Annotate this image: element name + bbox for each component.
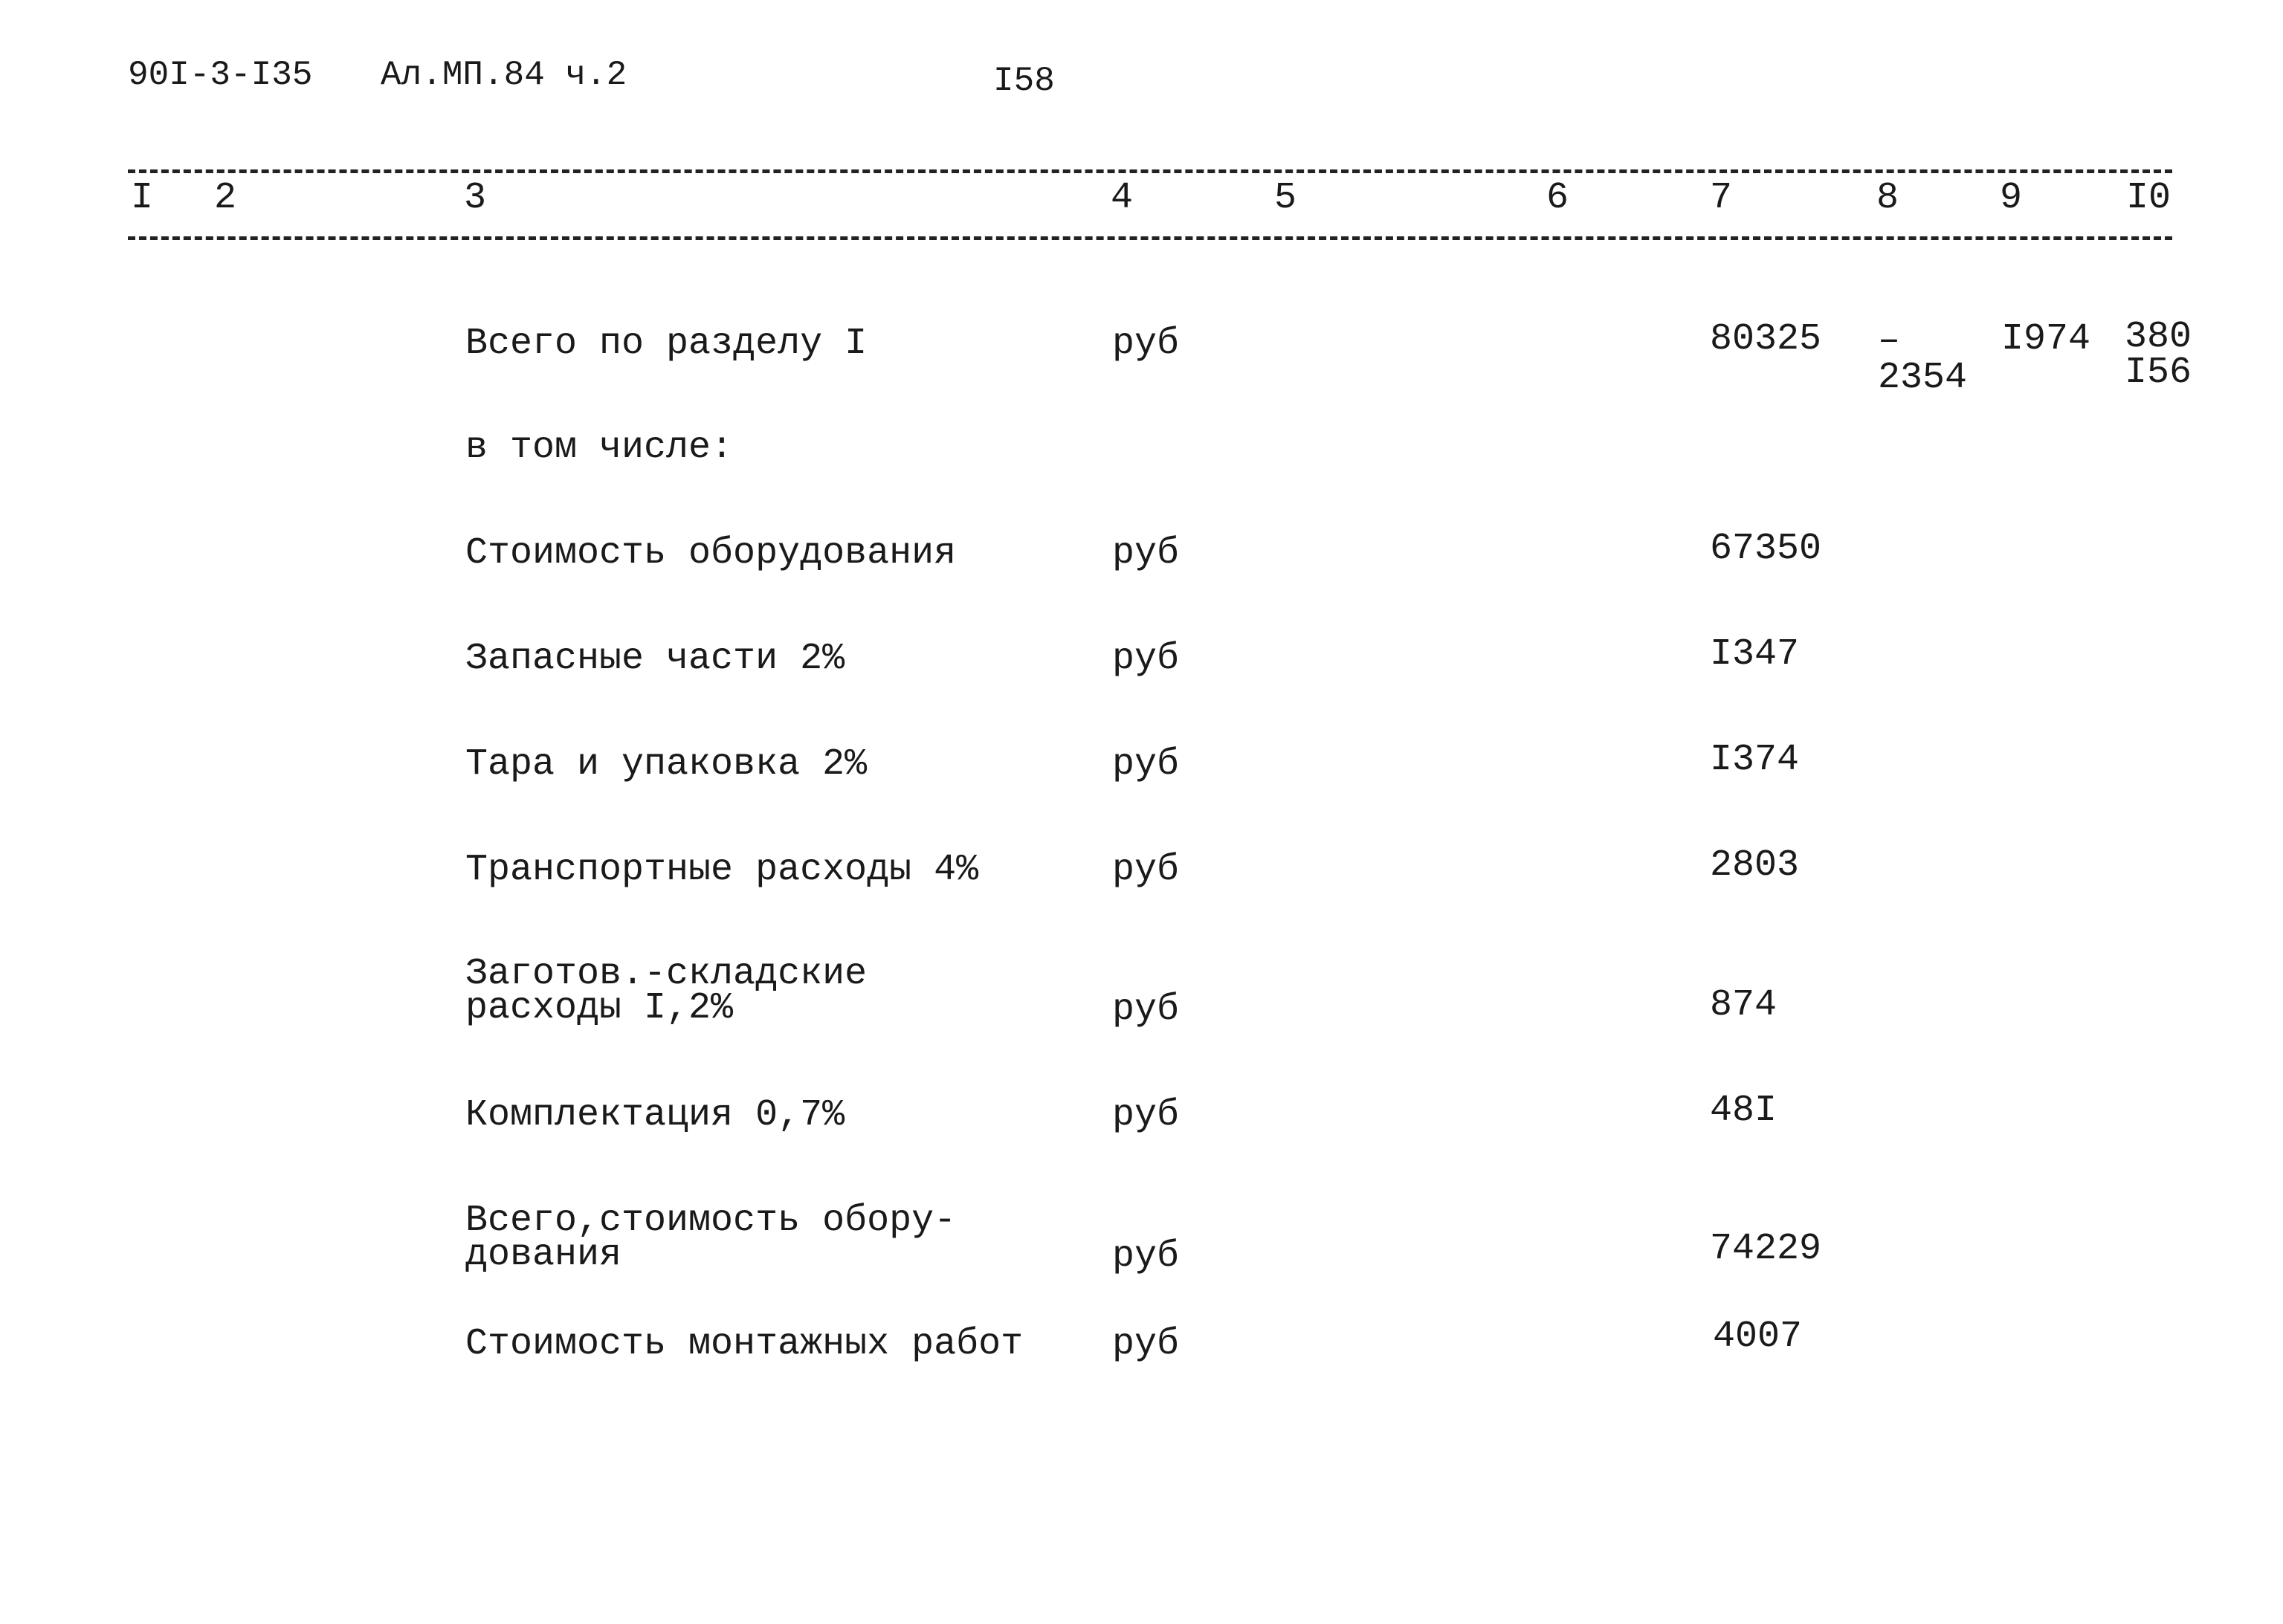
row-unit: руб — [1112, 532, 1180, 575]
row-col7-value: 874 — [1710, 984, 1777, 1026]
row-name-line2: дования — [465, 1234, 622, 1276]
row-name: Стоимость монтажных работ — [465, 1323, 1024, 1365]
row-col8-top: – — [1878, 320, 1901, 362]
row-col7-value: 48I — [1710, 1090, 1777, 1132]
row-col7-value: I374 — [1710, 739, 1800, 781]
row-col10-bottom: I56 — [2125, 351, 2192, 394]
row-name-line1: Заготов.-складские — [465, 953, 868, 995]
column-header-7: 7 — [1710, 177, 1733, 219]
row-name-line1: Всего,стоимость обору- — [465, 1200, 957, 1242]
row-col8-value — [1878, 320, 1968, 399]
column-header-4: 4 — [1111, 177, 1134, 219]
column-header-10: I0 — [2126, 177, 2171, 219]
row-name — [465, 953, 868, 1029]
row-col7-value: 67350 — [1710, 528, 1822, 570]
row-unit: руб — [1112, 1235, 1180, 1278]
row-col7-value: 4007 — [1713, 1316, 1803, 1358]
document-code: 90I-3-I35 — [128, 56, 313, 94]
header-bottom-rule — [128, 236, 2172, 240]
row-name: Стоимость оборудования — [465, 532, 957, 575]
page-number: I58 — [993, 62, 1055, 100]
row-col7-value: 2803 — [1710, 844, 1800, 887]
row-name: Тара и упаковка 2% — [465, 743, 868, 786]
row-unit: руб — [1112, 743, 1180, 786]
album-reference: Ал.МП.84 ч.2 — [381, 56, 627, 94]
row-unit: руб — [1112, 989, 1180, 1031]
column-header-3: 3 — [464, 177, 487, 219]
row-unit: руб — [1112, 849, 1180, 891]
row-col10-top: 380 — [2125, 316, 2192, 358]
row-name: Транспортные расходы 4% — [465, 849, 979, 891]
column-header-6: 6 — [1546, 177, 1569, 219]
column-header-2: 2 — [214, 177, 237, 219]
subheading-including: в том числе: — [465, 427, 734, 469]
column-header-5: 5 — [1274, 177, 1297, 219]
row-unit: руб — [1112, 1094, 1180, 1136]
row-col10-value — [2125, 316, 2192, 394]
row-unit: руб — [1112, 638, 1180, 680]
header-top-rule — [128, 169, 2172, 173]
row-col9-value: I974 — [2001, 318, 2091, 360]
column-header-9: 9 — [2000, 177, 2023, 219]
row-col8-bottom: 2354 — [1878, 357, 1968, 399]
row-col7-value: 80325 — [1710, 318, 1822, 360]
row-unit: руб — [1112, 1323, 1180, 1365]
row-name: Всего по разделу I — [465, 323, 868, 365]
row-col7-value: 74229 — [1710, 1228, 1822, 1270]
row-unit: руб — [1112, 323, 1180, 365]
row-col7-value: I347 — [1710, 633, 1800, 676]
column-header-1: I — [131, 177, 154, 219]
row-name-line2: расходы I,2% — [465, 987, 734, 1029]
row-name: Запасные части 2% — [465, 638, 845, 680]
row-name: Комплектация 0,7% — [465, 1094, 845, 1136]
row-name — [465, 1200, 957, 1276]
column-header-8: 8 — [1876, 177, 1899, 219]
